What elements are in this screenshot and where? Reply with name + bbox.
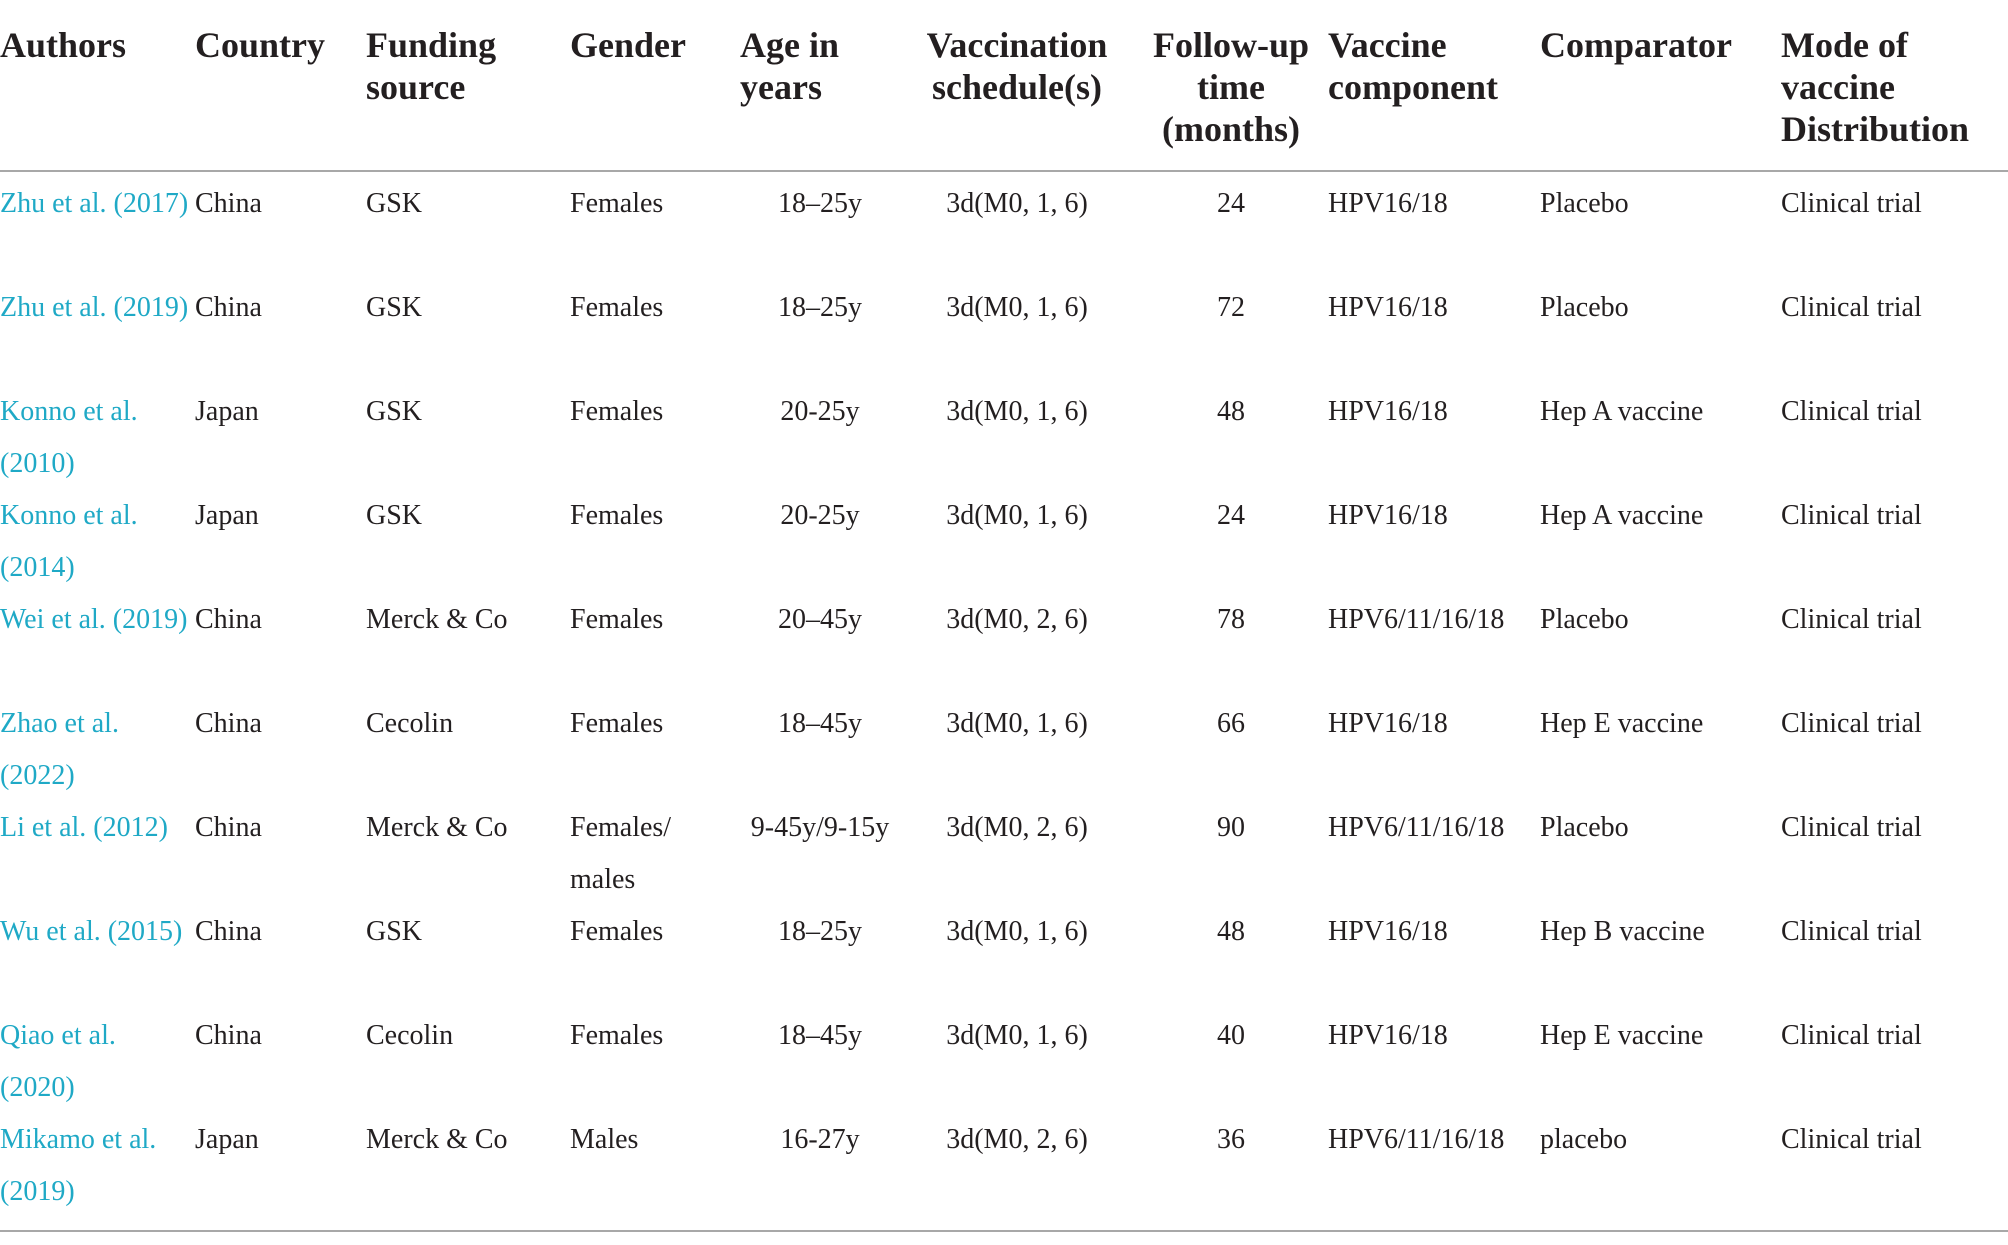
cell-funding-source: GSK	[366, 292, 423, 323]
header-gender: Gender	[570, 0, 740, 171]
table-row	[0, 171, 2008, 282]
cell-follow-up-time: 24	[1217, 500, 1245, 531]
cell-follow-up-time: 78	[1217, 604, 1245, 635]
cell-vaccination-schedule: 3d(M0, 1, 6)	[946, 188, 1088, 219]
header-row	[0, 0, 2008, 171]
cell-mode-of-distribution: Clinical trial	[1781, 396, 1922, 427]
cell-age: 18–45y	[778, 1020, 862, 1051]
cell-country: China	[195, 188, 262, 219]
cell-funding-source: Merck & Co	[366, 812, 508, 843]
cell-follow-up-time: 72	[1217, 292, 1245, 323]
header-vaccine-component: Vaccine component	[1328, 0, 1540, 171]
cell-funding-source: GSK	[366, 396, 423, 427]
cell-funding-source: Merck & Co	[366, 1124, 508, 1155]
cell-mode-of-distribution: Clinical trial	[1781, 916, 1922, 947]
cell-gender: Females	[570, 708, 664, 739]
cell-age: 18–45y	[778, 708, 862, 739]
table-row	[0, 386, 2008, 490]
cell-mode-of-distribution: Clinical trial	[1781, 812, 1922, 843]
cell-comparator: Hep B vaccine	[1540, 916, 1705, 947]
cell-age: 18–25y	[778, 916, 862, 947]
cell-vaccine-component: HPV16/18	[1328, 1020, 1448, 1051]
table-row	[0, 1114, 2008, 1236]
cell-vaccine-component: HPV16/18	[1328, 188, 1448, 219]
cell-follow-up-time: 48	[1217, 396, 1245, 427]
cell-gender: Females/ males	[570, 812, 672, 895]
cell-comparator: Placebo	[1540, 604, 1629, 635]
header-funding-source: Funding source	[366, 0, 570, 171]
cell-gender: Males	[570, 1124, 639, 1155]
cell-comparator: Placebo	[1540, 188, 1629, 219]
cell-age: 20–45y	[778, 604, 862, 635]
table-row	[0, 906, 2008, 1010]
cell-country: China	[195, 708, 262, 739]
table-body	[0, 171, 2008, 1236]
cell-follow-up-time: 48	[1217, 916, 1245, 947]
cell-comparator: Hep A vaccine	[1540, 500, 1704, 531]
header-follow-up-time: Follow-up time (months)	[1134, 0, 1328, 171]
cell-age: 18–25y	[778, 292, 862, 323]
cell-authors[interactable]: Konno et al. (2010)	[0, 396, 138, 479]
cell-country: Japan	[195, 396, 259, 427]
cell-authors[interactable]: Wu et al. (2015)	[0, 916, 183, 947]
cell-vaccination-schedule: 3d(M0, 2, 6)	[946, 812, 1088, 843]
cell-country: China	[195, 1020, 262, 1051]
cell-gender: Females	[570, 916, 664, 947]
cell-country: Japan	[195, 500, 259, 531]
cell-vaccination-schedule: 3d(M0, 2, 6)	[946, 1124, 1088, 1155]
cell-gender: Females	[570, 1020, 664, 1051]
cell-comparator: Placebo	[1540, 812, 1629, 843]
cell-gender: Females	[570, 500, 664, 531]
cell-authors[interactable]: Mikamo et al. (2019)	[0, 1124, 157, 1207]
header-authors: Authors	[0, 0, 195, 171]
table-header	[0, 0, 2008, 171]
cell-gender: Females	[570, 292, 664, 323]
cell-mode-of-distribution: Clinical trial	[1781, 708, 1922, 739]
cell-follow-up-time: 24	[1217, 188, 1245, 219]
cell-age: 16-27y	[780, 1124, 860, 1155]
cell-comparator: Hep E vaccine	[1540, 1020, 1704, 1051]
cell-comparator: Hep E vaccine	[1540, 708, 1704, 739]
cell-vaccine-component: HPV6/11/16/18	[1328, 812, 1505, 843]
header-mode-of-distribution: Mode of vaccine Distribution	[1781, 0, 2008, 171]
table-row	[0, 1010, 2008, 1114]
cell-vaccine-component: HPV16/18	[1328, 500, 1448, 531]
cell-vaccine-component: HPV6/11/16/18	[1328, 604, 1505, 635]
cell-mode-of-distribution: Clinical trial	[1781, 188, 1922, 219]
table-row	[0, 594, 2008, 698]
cell-gender: Females	[570, 396, 664, 427]
cell-follow-up-time: 40	[1217, 1020, 1245, 1051]
cell-mode-of-distribution: Clinical trial	[1781, 292, 1922, 323]
cell-country: China	[195, 812, 262, 843]
cell-vaccination-schedule: 3d(M0, 2, 6)	[946, 604, 1088, 635]
cell-mode-of-distribution: Clinical trial	[1781, 604, 1922, 635]
cell-gender: Females	[570, 188, 664, 219]
cell-vaccine-component: HPV16/18	[1328, 708, 1448, 739]
cell-funding-source: Merck & Co	[366, 604, 508, 635]
cell-country: Japan	[195, 1124, 259, 1155]
cell-funding-source: Cecolin	[366, 708, 454, 739]
cell-gender: Females	[570, 604, 664, 635]
cell-vaccination-schedule: 3d(M0, 1, 6)	[946, 500, 1088, 531]
table-bottom-rule	[0, 1230, 2008, 1232]
cell-vaccination-schedule: 3d(M0, 1, 6)	[946, 396, 1088, 427]
header-age: Age in years	[740, 0, 900, 171]
cell-vaccination-schedule: 3d(M0, 1, 6)	[946, 916, 1088, 947]
cell-country: China	[195, 292, 262, 323]
table-row	[0, 802, 2008, 906]
cell-authors[interactable]: Wei et al. (2019)	[0, 604, 188, 635]
cell-mode-of-distribution: Clinical trial	[1781, 1020, 1922, 1051]
cell-comparator: Placebo	[1540, 292, 1629, 323]
cell-age: 9-45y/9-15y	[750, 812, 890, 843]
header-comparator: Comparator	[1540, 0, 1781, 171]
cell-authors[interactable]: Qiao et al. (2020)	[0, 1020, 116, 1103]
header-country: Country	[195, 0, 366, 171]
cell-authors[interactable]: Zhu et al. (2019)	[0, 292, 189, 323]
header-vaccination-schedule: Vaccination schedule(s)	[900, 0, 1134, 171]
cell-follow-up-time: 36	[1217, 1124, 1245, 1155]
cell-follow-up-time: 66	[1217, 708, 1245, 739]
cell-authors[interactable]: Zhao et al. (2022)	[0, 708, 119, 791]
table-row	[0, 490, 2008, 594]
cell-authors[interactable]: Zhu et al. (2017)	[0, 188, 189, 219]
cell-vaccine-component: HPV16/18	[1328, 396, 1448, 427]
cell-funding-source: GSK	[366, 916, 423, 947]
cell-funding-source: GSK	[366, 188, 423, 219]
cell-age: 20-25y	[780, 396, 860, 427]
cell-vaccine-component: HPV16/18	[1328, 916, 1448, 947]
cell-funding-source: GSK	[366, 500, 423, 531]
cell-authors[interactable]: Li et al. (2012)	[0, 812, 168, 843]
cell-vaccine-component: HPV16/18	[1328, 292, 1448, 323]
cell-age: 18–25y	[778, 188, 862, 219]
cell-vaccination-schedule: 3d(M0, 1, 6)	[946, 292, 1088, 323]
table-row	[0, 282, 2008, 386]
cell-vaccination-schedule: 3d(M0, 1, 6)	[946, 708, 1088, 739]
cell-vaccine-component: HPV6/11/16/18	[1328, 1124, 1505, 1155]
cell-mode-of-distribution: Clinical trial	[1781, 500, 1922, 531]
table-row	[0, 698, 2008, 802]
cell-vaccination-schedule: 3d(M0, 1, 6)	[946, 1020, 1088, 1051]
cell-authors[interactable]: Konno et al. (2014)	[0, 500, 138, 583]
cell-comparator: placebo	[1540, 1124, 1628, 1155]
cell-age: 20-25y	[780, 500, 860, 531]
cell-comparator: Hep A vaccine	[1540, 396, 1704, 427]
cell-funding-source: Cecolin	[366, 1020, 454, 1051]
cell-follow-up-time: 90	[1217, 812, 1245, 843]
cell-country: China	[195, 916, 262, 947]
cell-mode-of-distribution: Clinical trial	[1781, 1124, 1922, 1155]
cell-country: China	[195, 604, 262, 635]
